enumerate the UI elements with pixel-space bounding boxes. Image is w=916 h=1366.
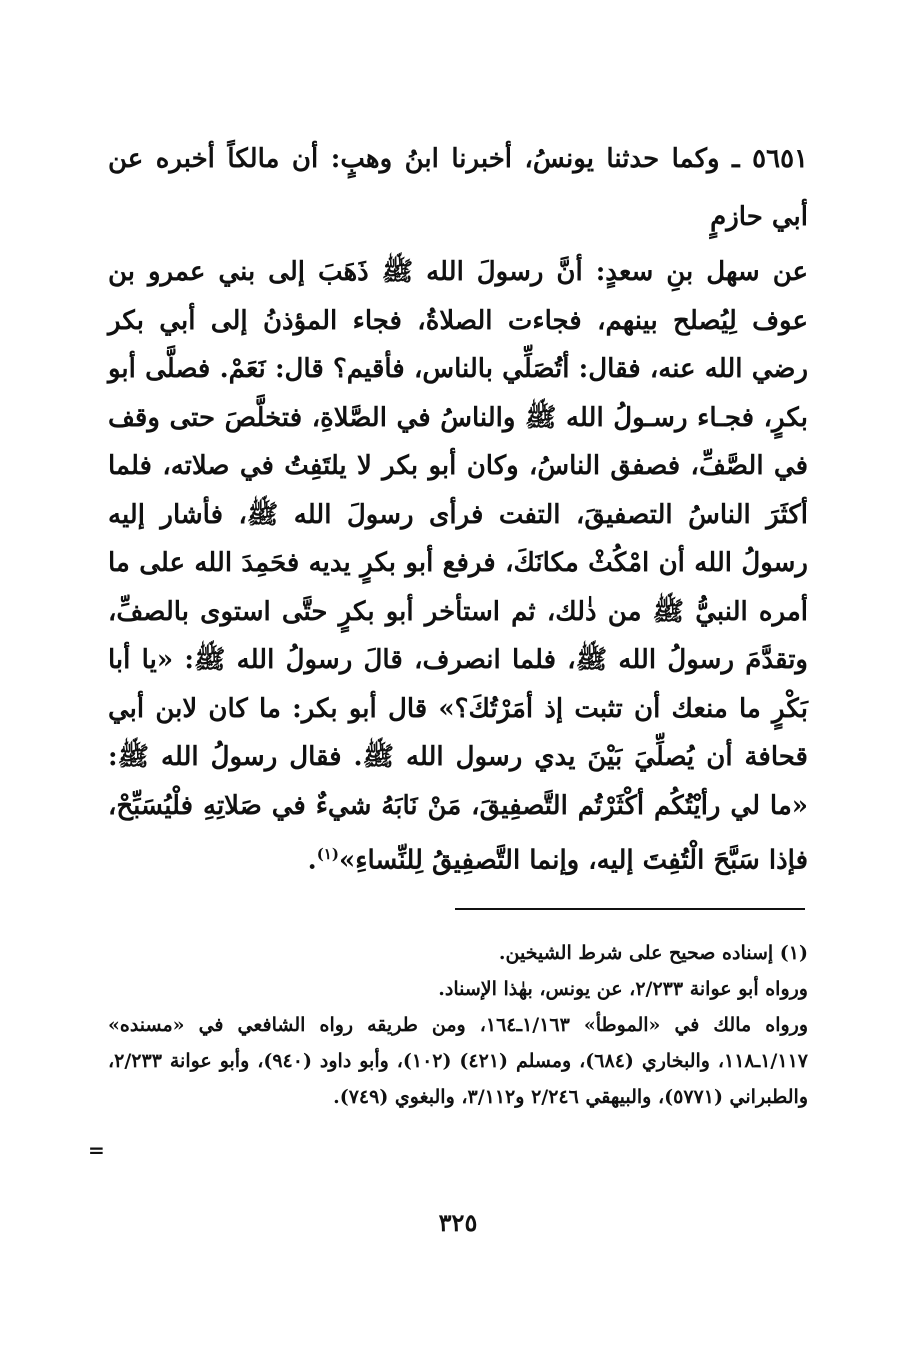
- footnote-3: ورواه مالك في «الموطأ» ١/١٦٣ـ١٦٤، ومن طريقه رواه الشافعي في «مسنده» ١/١١٧ـ١١٨، والبخاري (٦٨٤)، ومسلم (٤٢١) (١٠٢)، وأبو داود (٩٤٠)، وأبو عوانة ٢/٢٣٣، والطبراني (٥٧٧١)، والبيهقي ٢/٢٤٦ و٣/١١٢، والبغوي (٧٤٩).: [108, 1014, 808, 1108]
- footnote-separator: [455, 908, 805, 910]
- continuation-mark: =: [88, 1138, 105, 1162]
- hadith-matn-text: عن سهل بنِ سعدٍ: أنَّ رسولَ الله ﷺ ذَهَبَ إلى بني عمرو بن عوف لِيُصلح بينهم، فجاءت الصلاةُ، فجاء المؤذنُ إلى أبي بكر رضي الله عنه، فقال: أتُصَلِّي بالناس، فأقيم؟ قال: نَعَمْ. فصلَّى أبو بكرٍ، فجـاء رسـولُ الله ﷺ والناسُ في الصَّلاةِ، فتخلَّصَ حتى وقف في الصَّفِّ، فصفق الناسُ، وكان أبو بكر لا يلتَفِتُ في صلاته، فلما أكثَرَ الناسُ التصفيقَ، التفت فرأى رسولَ الله ﷺ، فأشار إليه رسولُ الله أن امْكُثْ مكانَكَ، فرفع أبو بكرٍ يديه فحَمِدَ الله على ما أمره النبيُّ ﷺ من ذٰلك، ثم استأخر أبو بكرٍ حتَّى استوى بالصفِّ، وتقدَّمَ رسولُ الله ﷺ، فلما انصرف، قالَ رسولُ الله ﷺ: «يا أبا بَكْرٍ ما منعك أن تثبت إذ أمَرْتُكَ؟» قال أبو بكر: ما كان لابن أبي قحافة أن يُصلِّيَ بَيْنَ يدي رسول الله ﷺ. فقال رسولُ الله ﷺ: «ما لي رأيْتُكُم أكْثَرْتُم التَّصفِيقَ، مَنْ نَابَهُ شيءٌ في صَلاتِهِ فلْيُسَبِّحْ، فإذا سَبَّحَ الْتُفِتَ إليه، وإنما التَّصفِيقُ لِلنِّساءِ»: [108, 257, 808, 876]
- footnote-1: (١) إسناده صحيح على شرط الشيخين.: [498, 942, 808, 964]
- hadith-end-mark: .: [307, 845, 317, 876]
- footnotes-section: [108, 935, 808, 1115]
- hadith-isnad: ٥٦٥١ ـ وكما حدثنا يونسُ، أخبرنا ابنُ وهبٍ: أن مالكاً أخبره عن أبي حازمٍ: [108, 144, 808, 232]
- page-number: ٣٢٥: [438, 1208, 478, 1237]
- hadith-matn: [108, 248, 808, 885]
- footnote-reference: (١): [316, 845, 339, 863]
- footnote-2: ورواه أبو عوانة ٢/٢٣٣، عن يونس، بهٰذا الإسناد.: [438, 978, 808, 1000]
